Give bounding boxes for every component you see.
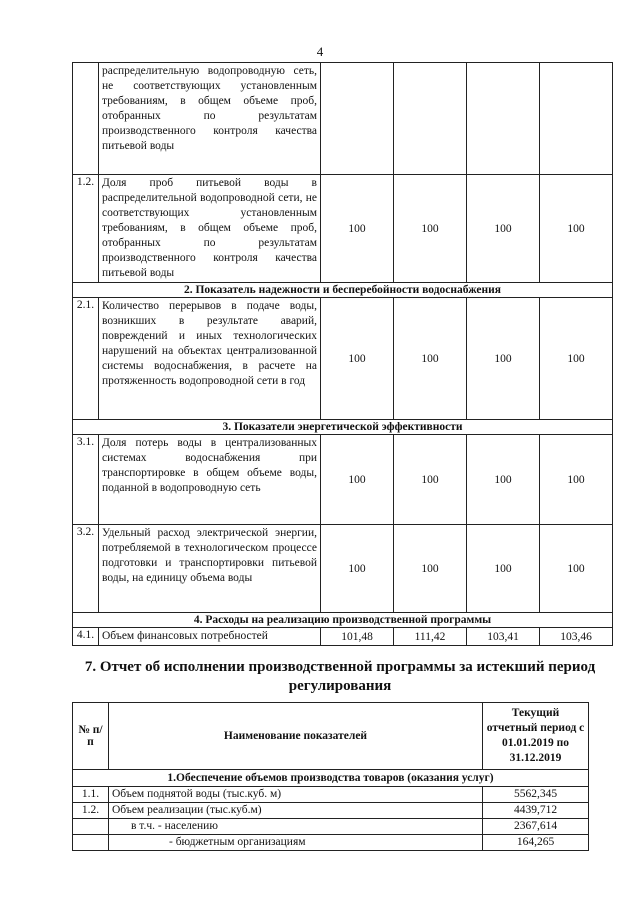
table-row (73, 819, 589, 835)
value-cell: 100 (467, 298, 540, 420)
table-row (73, 835, 589, 851)
value-cell: 103,41 (467, 628, 540, 646)
indicator-name: - бюджетным организациям (109, 835, 483, 851)
table-row (73, 525, 613, 613)
value-cell (394, 63, 467, 175)
value-cell: 111,42 (394, 628, 467, 646)
indicator-name: в т.ч. - населению (109, 819, 483, 835)
value-cell: 100 (321, 298, 394, 420)
value-cell: 100 (467, 175, 540, 283)
value-cell: 101,48 (321, 628, 394, 646)
column-header-number: № п/п (73, 703, 109, 770)
value-cell: 4439,712 (483, 803, 589, 819)
value-cell (321, 63, 394, 175)
table-row (73, 803, 589, 819)
value-cell: 100 (394, 525, 467, 613)
row-number: 3.2. (73, 525, 99, 613)
section-title: 4. Расходы на реализацию производственной программы (73, 613, 613, 628)
section-row (73, 770, 589, 787)
indicator-name: Объем реализации (тыс.куб.м) (109, 803, 483, 819)
table-row (73, 298, 613, 420)
value-cell: 103,46 (540, 628, 613, 646)
row-number: 1.2. (73, 175, 99, 283)
table-row (73, 435, 613, 525)
value-cell: 100 (467, 435, 540, 525)
section-row (73, 420, 613, 435)
value-cell (540, 63, 613, 175)
column-header-name: Наименование показателей (109, 703, 483, 770)
indicator-name: распределительную водопроводную сеть, не соответствующих установленным требованиям, в общем объеме проб, отобранных по результатам производственного контроля качества питьевой воды (99, 63, 321, 175)
indicator-name: Доля потерь воды в централизованных системах водоснабжения при транспортировке в общем объеме воды, поданной в водопроводную сеть (99, 435, 321, 525)
section-title: 2. Показатель надежности и бесперебойности водоснабжения (73, 283, 613, 298)
indicators-table (72, 62, 613, 646)
value-cell: 2367,614 (483, 819, 589, 835)
report-table (72, 702, 589, 851)
value-cell: 100 (321, 175, 394, 283)
section-title: 3. Показатели энергетической эффективности (73, 420, 613, 435)
page-number: 4 (316, 44, 324, 59)
value-cell: 100 (394, 435, 467, 525)
indicator-name: Доля проб питьевой воды в распределительной водопроводной сети, не соответствующих установленным требованиям, в общем объеме проб, отобранных по результатам производственного контроля качества питьевой воды (99, 175, 321, 283)
column-header-period: Текущий отчетный период с 01.01.2019 по 31.12.2019 (483, 703, 589, 770)
value-cell: 100 (394, 175, 467, 283)
row-number: 3.1. (73, 435, 99, 525)
indicator-name: Удельный расход электрической энергии, потребляемой в технологическом процессе подготовки и транспортировки питьевой воды, на единицу объема воды (99, 525, 321, 613)
table-row (73, 175, 613, 283)
value-cell: 100 (394, 298, 467, 420)
row-number: 2.1. (73, 298, 99, 420)
value-cell: 100 (540, 175, 613, 283)
table-row (73, 787, 589, 803)
section-heading: 7. Отчет об исполнении производственной программы за истекший период регулирования (84, 659, 596, 694)
row-number: 1.2. (73, 803, 109, 819)
value-cell: 100 (540, 525, 613, 613)
table-row (73, 63, 613, 175)
value-cell (467, 63, 540, 175)
value-cell: 100 (467, 525, 540, 613)
value-cell: 100 (321, 525, 394, 613)
indicator-name: Объем финансовых потребностей (99, 628, 321, 646)
row-number (73, 63, 99, 175)
table-row (73, 628, 613, 646)
value-cell: 100 (321, 435, 394, 525)
value-cell: 100 (540, 435, 613, 525)
row-number: 4.1. (73, 628, 99, 646)
indicator-name: Объем поднятой воды (тыс.куб. м) (109, 787, 483, 803)
value-cell: 164,265 (483, 835, 589, 851)
value-cell: 5562,345 (483, 787, 589, 803)
value-cell: 100 (540, 298, 613, 420)
section-row (73, 613, 613, 628)
row-number: 1.1. (73, 787, 109, 803)
row-number (73, 819, 109, 835)
section-title: 1.Обеспечение объемов производства товаров (оказания услуг) (73, 770, 589, 787)
row-number (73, 835, 109, 851)
header-row (73, 703, 589, 770)
indicator-name: Количество перерывов в подаче воды, возникших в результате аварий, повреждений и иных технологических нарушений на объектах централизованной системы водоснабжения, в расчете на протяженность водопроводной сети в год (99, 298, 321, 420)
section-row (73, 283, 613, 298)
